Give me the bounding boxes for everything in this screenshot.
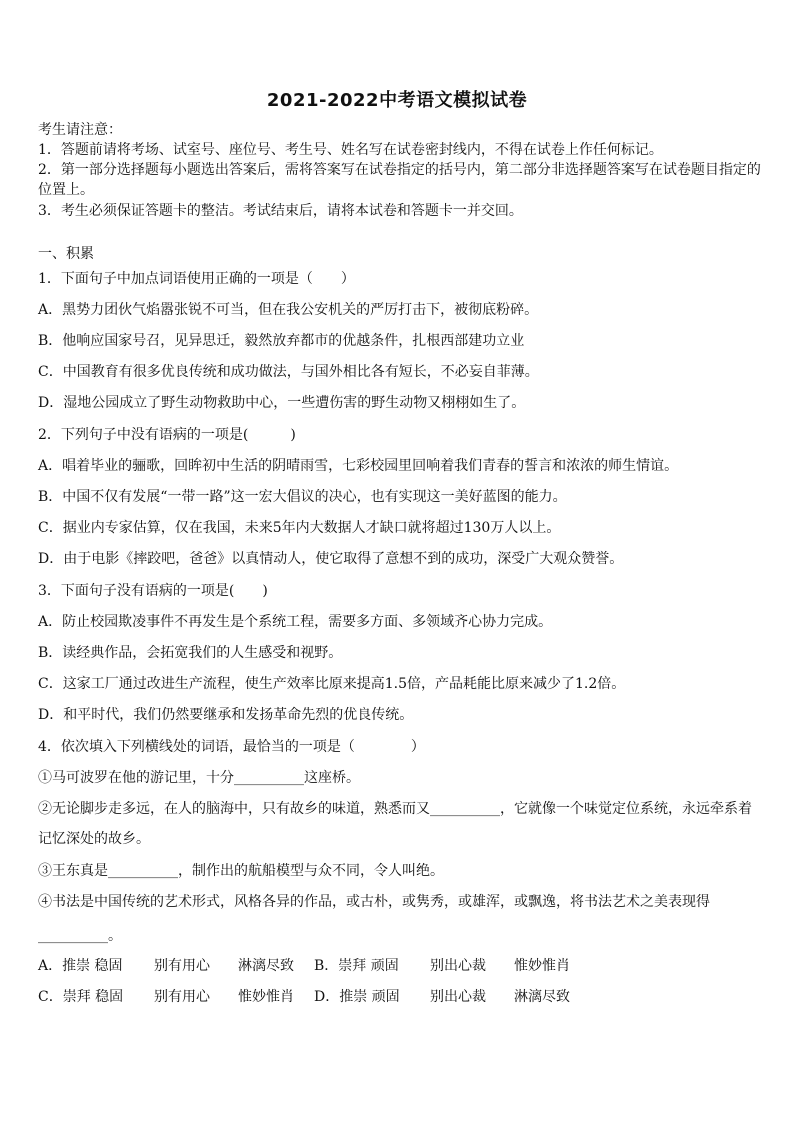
fill-line: ②无论脚步走多远，在人的脑海中，只有故乡的味道，熟悉而又__________，它就像一个味觉定位系统，永远牵系着 [38,801,752,817]
option: D．湿地公园成立了野生动物救助中心，一些遭伤害的野生动物又栩栩如生了。 [38,395,526,411]
option: B．中国不仅有发展“一带一路”这一宏大倡议的决心，也有实现这一美好蓝图的能力。 [38,489,567,505]
option-part: 淋漓尽致 [514,989,570,1005]
option-part: 惟妙惟肖 [238,989,294,1005]
option-part: C．崇拜 稳固 [38,989,124,1005]
option-part: 淋漓尽致 [238,958,294,974]
fill-line: 记忆深处的故乡。 [38,831,150,847]
option-row [38,956,590,976]
option-part: D．推崇 顽固 [314,989,400,1005]
fill-line: ④书法是中国传统的艺术形式，风格各异的作品，或古朴，或隽秀，或雄浑，或飘逸，将书法艺术之美表现得 [38,894,710,910]
question-stem: 1．下面句子中加点词语使用正确的一项是（ ） [38,271,355,287]
option-part: B．崇拜 顽固 [314,958,399,974]
fill-line: ③王东真是__________，制作出的航船模型与众不同，令人叫绝。 [38,863,444,879]
notice-item: 2．第一部分选择题每小题选出答案后，需将答案写在试卷指定的括号内，第二部分非选择题答案写在试卷题目指定的 [38,162,761,178]
option: D．和平时代，我们仍然要继承和发扬革命先烈的优良传统。 [38,707,414,723]
option: D．由于电影《摔跤吧，爸爸》以真情动人，使它取得了意想不到的成功，深受广大观众赞誉。 [38,551,624,567]
option: A．唱着毕业的骊歌，回眸初中生活的阴晴雨雪，七彩校园里回响着我们青春的誓言和浓浓的师生情谊。 [38,458,679,474]
option-part: 别有用心 [154,989,210,1005]
fill-line: ①马可波罗在他的游记里，十分__________这座桥。 [38,770,360,786]
option: B．读经典作品，会拓宽我们的人生感受和视野。 [38,645,343,661]
option-part: 别出心裁 [430,958,486,974]
notice-heading: 考生请注意： [38,122,122,138]
option: C．据业内专家估算，仅在我国，未来5年内大数据人才缺口就将超过130万人以上。 [38,520,561,536]
option: A．黑势力团伙气焰嚣张锐不可当，但在我公安机关的严厉打击下，被彻底粉碎。 [38,302,539,318]
option: C．中国教育有很多优良传统和成功做法，与国外相比各有短长，不必妄自菲薄。 [38,364,539,380]
option: C．这家工厂通过改进生产流程，使生产效率比原来提高1.5倍，产品耗能比原来减少了1.2倍。 [38,676,626,692]
option: A．防止校园欺凌事件不再发生是个系统工程，需要多方面、多领域齐心协力完成。 [38,614,553,630]
section-heading: 一、积累 [38,246,94,262]
option-part: A．推崇 稳固 [38,958,123,974]
page-title: 2021-2022中考语文模拟试卷 [266,90,528,111]
option-part: 别出心裁 [430,989,486,1005]
option-row [38,987,590,1007]
notice-item: 位置上。 [38,182,94,198]
question-stem: 4．依次填入下列横线处的词语，最恰当的一项是（ ） [38,739,425,755]
option-part: 惟妙惟肖 [514,958,570,974]
option: B．他响应国家号召，见异思迁，毅然放弃都市的优越条件，扎根西部建功立业 [38,333,525,349]
notice-item: 1．答题前请将考场、试室号、座位号、考生号、姓名写在试卷密封线内，不得在试卷上作任何标记。 [38,142,663,158]
fill-line: __________。 [38,928,122,944]
notice-item: 3．考生必须保证答题卡的整洁。考试结束后，请将本试卷和答题卡一并交回。 [38,203,523,219]
option-part: 别有用心 [154,958,210,974]
question-stem: 3．下面句子没有语病的一项是( ) [38,583,268,599]
question-stem: 2．下列句子中没有语病的一项是( ) [38,427,296,443]
